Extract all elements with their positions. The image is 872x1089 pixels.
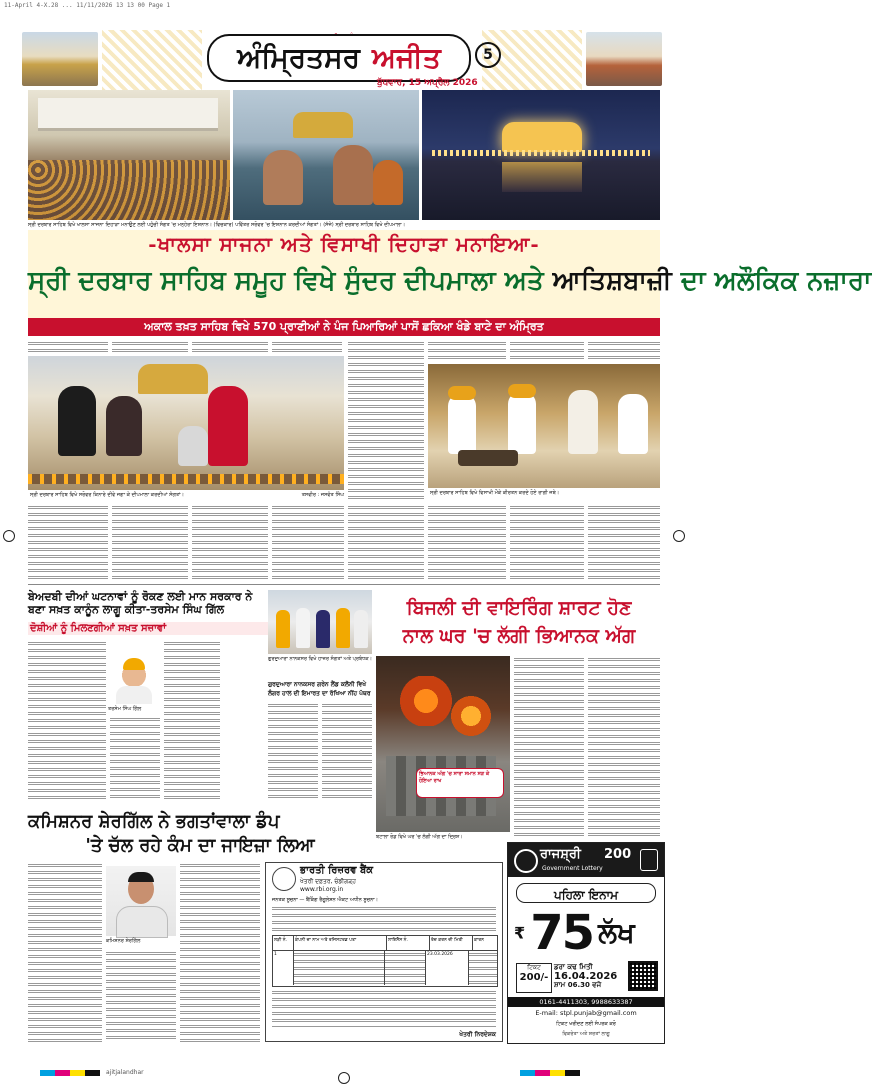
story-column-right-1 <box>428 340 506 362</box>
left-story-subhead: ਦੋਸ਼ੀਆਂ ਨੂੰ ਮਿਲਣਗੀਆਂ ਸਖ਼ਤ ਸਜ਼ਾਵਾਂ <box>28 622 268 635</box>
lottery-rupee-symbol: ₹ <box>514 923 526 943</box>
print-meta-line: 11-April 4-X.28 ... 11/11/2026 13 13 00 Page 1 <box>4 2 171 9</box>
lottery-brand-number: 200 <box>604 847 632 862</box>
story-continuation-3 <box>192 504 268 580</box>
registration-mark-icon <box>673 530 685 542</box>
rbi-notice-ad <box>265 862 503 1042</box>
commissioner-column-3 <box>180 862 260 1042</box>
photo-house-fire <box>376 656 510 832</box>
headline-kicker: -ਖਾਲਸਾ ਸਾਜਨਾ ਅਤੇ ਵਿਸਾਖੀ ਦਿਹਾੜਾ ਮਨਾਇਆ- <box>148 232 540 256</box>
lottery-draw-info <box>554 963 624 990</box>
rbi-th-reason: ਕਾਰਨ <box>474 938 484 943</box>
lottery-draw-label: ਡਰਾ ਕਢ ਮਿਤੀ <box>554 963 593 971</box>
masthead-title-city: ਅੰਮ੍ਰਿਤਸਰ <box>237 41 361 74</box>
lottery-gov-label: Government Lottery <box>542 865 603 872</box>
rbi-footer-signatory: ਖੇਤਰੀ ਨਿਰਦੇਸ਼ਕ <box>459 1031 496 1038</box>
rbi-row-reason <box>469 951 497 985</box>
punjab-emblem-icon <box>640 849 658 871</box>
headline-main <box>28 266 872 297</box>
story-continuation-4 <box>272 504 344 580</box>
masthead-title <box>207 34 471 82</box>
fire-story-column-1 <box>514 656 584 836</box>
left-story-portrait <box>110 656 158 704</box>
lottery-bottom-line: ਵਿਕਰੇਤਾ ਅਤੇ ਸ਼ਰਤਾਂ ਲਾਗੂ <box>562 1031 610 1037</box>
rbi-body-text <box>272 905 496 933</box>
rbi-body: ਜਨਤਕ ਸੂਚਨਾ — ਬੈਂਕਿੰਗ ਰੈਗੂਲੇਸ਼ਨ ਐਕਟ ਅਧੀਨ ਸੂਚਨਾ। <box>272 897 379 903</box>
fire-photo-caption: ਬਟਾਲਾ ਰੋਡ ਵਿਖੇ ਘਰ 'ਚ ਲੱਗੀ ਅੱਗ ਦਾ ਦ੍ਰਿਸ਼। <box>376 834 463 840</box>
rbi-row-date: 23.03.2026 <box>426 951 469 985</box>
left-story-headline-line1: ਬੇਅਦਬੀ ਦੀਆਂ ਘਟਨਾਵਾਂ ਨੂੰ ਰੋਕਣ ਲਈ ਮਾਨ ਸਰਕਾਰ ਨੇ <box>28 590 253 603</box>
lottery-prize-banner <box>516 883 656 903</box>
masthead-pattern-left <box>102 30 202 92</box>
lottery-prize-label: ਪਹਿਲਾ ਇਨਾਮ <box>554 888 618 902</box>
lamps-photo-caption: ਸ੍ਰੀ ਦਰਬਾਰ ਸਾਹਿਬ ਵਿਖੇ ਸਰੋਵਰ ਕਿਨਾਰੇ ਦੀਵੇ ਜਗਾ ਕੇ ਦੀਪਮਾਲਾ ਕਰਦੀਆਂ ਸੰਗਤਾਂ। <box>30 492 184 498</box>
photo-bathing-sarovar <box>233 90 419 220</box>
left-story-headline <box>28 590 268 616</box>
photo-gurdwara-gathering <box>268 590 372 654</box>
cmyk-color-bar <box>40 1070 100 1076</box>
headline-main-part1: ਸ੍ਰੀ ਦਰਬਾਰ ਸਾਹਿਬ ਸਮੂਹ ਵਿਖੇ ਸੁੰਦਰ ਦੀਪਮਾਲਾ ਅਤੇ <box>28 266 544 296</box>
section-divider <box>28 584 660 585</box>
left-story-headline-line2: ਬਣਾ ਸਖ਼ਤ ਕਾਨੂੰਨ ਲਾਗੂ ਕੀਤਾ-ਤਰਸੇਮ ਸਿੰਘ ਗਿੱਲ <box>28 603 225 616</box>
commissioner-portrait <box>106 866 176 936</box>
qr-code-icon <box>628 961 658 991</box>
rbi-title: ਭਾਰਤੀ ਰਿਜ਼ਰਵ ਬੈਂਕ <box>300 865 374 876</box>
cmyk-color-bar-right <box>520 1070 580 1076</box>
center-story-headline-line1: ਗੁਰਦੁਆਰਾ ਨਾਨਕਸਰ ਗਰੇਨ ਲੈਂਡ ਕਲੋਨੀ ਵਿਖੇ <box>268 681 367 688</box>
lottery-draw-date: 16.04.2026 <box>554 971 618 982</box>
registration-mark-icon <box>3 530 15 542</box>
rbi-row-serial: 1 <box>273 951 294 985</box>
lamps-photo-credit: ਤਸਵੀਰ : ਜਸਵੰਤ ਸਿੰਘ <box>301 492 344 498</box>
story-continuation-6 <box>428 504 506 580</box>
story-column-3 <box>192 340 268 354</box>
story-continuation-5 <box>348 504 424 580</box>
lottery-amount-value: 75 <box>530 905 594 961</box>
rbi-subtitle: ਖੇਤਰੀ ਦਫ਼ਤਰ, ਚੰਡੀਗੜ੍ਹ <box>300 878 356 885</box>
lottery-logo-icon <box>514 849 538 873</box>
headline-main-part2: ਦਾ ਅਲੌਕਿਕ ਨਜ਼ਾਰਾ <box>680 266 872 296</box>
rbi-row-license <box>385 951 426 985</box>
masthead-date: ਬੁੱਧਵਾਰ, 15 ਅਪ੍ਰੈਲ 2026 <box>377 78 478 88</box>
rbi-table <box>272 935 498 987</box>
center-story-headline <box>268 680 372 698</box>
headline-main-highlight: ਆਤਿਸ਼ਬਾਜ਼ੀ <box>552 266 672 296</box>
fire-story-headline-line2: ਨਾਲ ਘਰ 'ਚ ਲੱਗੀ ਭਿਆਨਕ ਅੱਗ <box>402 625 636 647</box>
rbi-emblem-icon <box>272 867 296 891</box>
masthead <box>22 30 662 92</box>
heritage-building-masthead-photo <box>586 32 662 86</box>
rbi-th-company: ਕੰਪਨੀ ਦਾ ਨਾਮ ਅਤੇ ਰਜਿਸਟਰਡ ਪਤਾ <box>294 936 387 950</box>
lottery-ad <box>507 842 665 1044</box>
registration-mark-icon <box>338 1072 350 1084</box>
footer-label: ajitjalandhar <box>106 1069 144 1076</box>
story-continuation-1 <box>28 504 108 580</box>
left-story-portrait-caption: ਤਰਸੇਮ ਸਿੰਘ ਗਿੱਲ <box>108 706 142 712</box>
story-continuation-2 <box>112 504 188 580</box>
rbi-th-serial: ਲੜੀ ਨੰ. <box>273 936 294 950</box>
gurdwara-photo-caption: ਗੁਰਦੁਆਰਾ ਨਾਨਕਸਰ ਵਿਖੇ ਹਾਜ਼ਰ ਸੰਗਤਾਂ ਅਤੇ ਪ੍ਰਬੰਧਕ। <box>268 656 372 662</box>
rbi-row-company <box>294 951 385 985</box>
page-number: 5 <box>475 42 501 68</box>
photo-kirtan-ragis <box>428 364 660 488</box>
lottery-amount <box>514 905 658 959</box>
fire-photo-inset: ਭਿਆਨਕ ਅੱਗ 'ਚ ਸਾਰਾ ਸਮਾਨ ਸੜ ਕੇ ਹੋਇਆ ਰਾਖ <box>416 768 504 798</box>
lottery-amount-unit: ਲੱਖ <box>598 916 635 949</box>
story-column-1 <box>28 340 108 354</box>
lottery-brand: ਰਾਜਸ਼੍ਰੀ <box>540 847 581 862</box>
photo-crowd-canopy <box>28 90 230 220</box>
center-story-headline-line2: ਲੰਗਰ ਹਾਲ ਦੀ ਇਮਾਰਤ ਦਾ ਰੱਖਿਆ ਨੀਂਹ ਪੱਥਰ <box>268 690 371 697</box>
lottery-draw-time: ਸ਼ਾਮ 06.30 ਵਜੇ <box>554 981 602 989</box>
photo-illuminated-temple <box>422 90 660 220</box>
lottery-header <box>508 843 664 877</box>
commissioner-headline <box>28 810 372 858</box>
lottery-email: E-mail: stpl.punjab@gmail.com <box>535 1009 637 1017</box>
rbi-th-date: ਰੱਦ ਕਰਨ ਦੀ ਮਿਤੀ <box>430 936 473 950</box>
lottery-phone: 0161-4411303, 9988633387 <box>508 997 664 1007</box>
headline-band <box>28 230 872 330</box>
commissioner-portrait-caption: ਕਮਿਸ਼ਨਰ ਸ਼ੇਰਗਿੱਲ <box>106 938 141 944</box>
fire-story-headline <box>376 594 662 650</box>
lottery-ticket-box <box>516 963 552 993</box>
lottery-ticket-price: 200/- <box>519 972 549 983</box>
kirtan-photo-caption: ਸ੍ਰੀ ਦਰਬਾਰ ਸਾਹਿਬ ਵਿਖੇ ਵਿਸਾਖੀ ਮੌਕੇ ਕੀਰਤਨ ਕਰਦੇ ਹੋਏ ਰਾਗੀ ਜਥੇ। <box>430 490 560 496</box>
commissioner-headline-line2: 'ਤੇ ਚੱਲ ਰਹੇ ਕੰਮ ਦਾ ਜਾਇਜ਼ਾ ਲਿਆ <box>85 835 315 856</box>
rbi-url: www.rbi.org.in <box>300 886 344 893</box>
story-continuation-7 <box>510 504 584 580</box>
left-story-column-2 <box>164 640 220 800</box>
lottery-ticket-label: ਟਿਕਟ <box>527 964 541 971</box>
commissioner-column-1 <box>28 862 102 1042</box>
golden-temple-masthead-photo <box>22 32 98 86</box>
story-continuation-8 <box>588 504 660 580</box>
center-story-column-2 <box>322 702 372 802</box>
commissioner-column-2 <box>106 950 176 1042</box>
left-story-column-3 <box>110 716 160 800</box>
story-column-right-3 <box>588 340 660 362</box>
left-story-column-1 <box>28 640 106 800</box>
story-column-right-2 <box>510 340 584 362</box>
commissioner-headline-line1: ਕਮਿਸ਼ਨਰ ਸ਼ੇਰਗਿੱਲ ਨੇ ਭਗਤਾਂਵਾਲਾ ਡੰਪ <box>28 811 280 832</box>
fire-story-column-2 <box>588 656 660 836</box>
story-column-2 <box>112 340 188 354</box>
story-column-center <box>348 340 424 500</box>
masthead-title-paper: ਅਜੀਤ <box>372 41 441 74</box>
rbi-closing-text <box>272 989 496 1027</box>
center-story-column-1 <box>268 702 318 802</box>
lottery-small-print: ਟਿਕਟ ਖਰੀਦਣ ਲਈ ਸੰਪਰਕ ਕਰੋ <box>556 1021 616 1027</box>
story-column-4 <box>272 340 342 354</box>
headline-strip: ਅਕਾਲ ਤਖ਼ਤ ਸਾਹਿਬ ਵਿਖੇ 570 ਪ੍ਰਾਣੀਆਂ ਨੇ ਪੰਜ ਪਿਆਰਿਆਂ ਪਾਸੋਂ ਛਕਿਆ ਖੰਡੇ ਬਾਟੇ ਦਾ ਅੰਮ੍ਰਿਤ <box>28 318 660 336</box>
fire-story-headline-line1: ਬਿਜਲੀ ਦੀ ਵਾਇਰਿੰਗ ਸ਼ਾਰਟ ਹੋਣ <box>406 597 632 619</box>
top-photos-caption: ਸ੍ਰੀ ਦਰਬਾਰ ਸਾਹਿਬ ਵਿਖੇ ਖਾਲਸਾ ਸਾਜਨਾ ਦਿਹਾੜਾ ਮਨਾਉਣ ਲਈ ਪਹੁੰਚੀ ਸੰਗਤ 'ਚ ਮਨ੍ਹੇਰਾ ਇਸ਼ਨਾਨ। (ਵਿਚਕਾਰ) ਪਵਿੱਤਰ ਸਰੋਵਰ 'ਚ ਇਸ਼ਨਾਨ ਕਰਦੀਆਂ ਸੰਗਤਾਂ। (ਸੱਜੇ) ਸ੍ਰੀ ਦਰਬਾਰ ਸਾਹਿਬ ਵਿਖੇ ਦੀਪਮਾਲਾ। <box>28 222 406 228</box>
photo-lamps-devotees <box>28 356 344 490</box>
rbi-th-license: ਲਾਇਸੈਂਸ ਨੰ. <box>387 936 430 950</box>
